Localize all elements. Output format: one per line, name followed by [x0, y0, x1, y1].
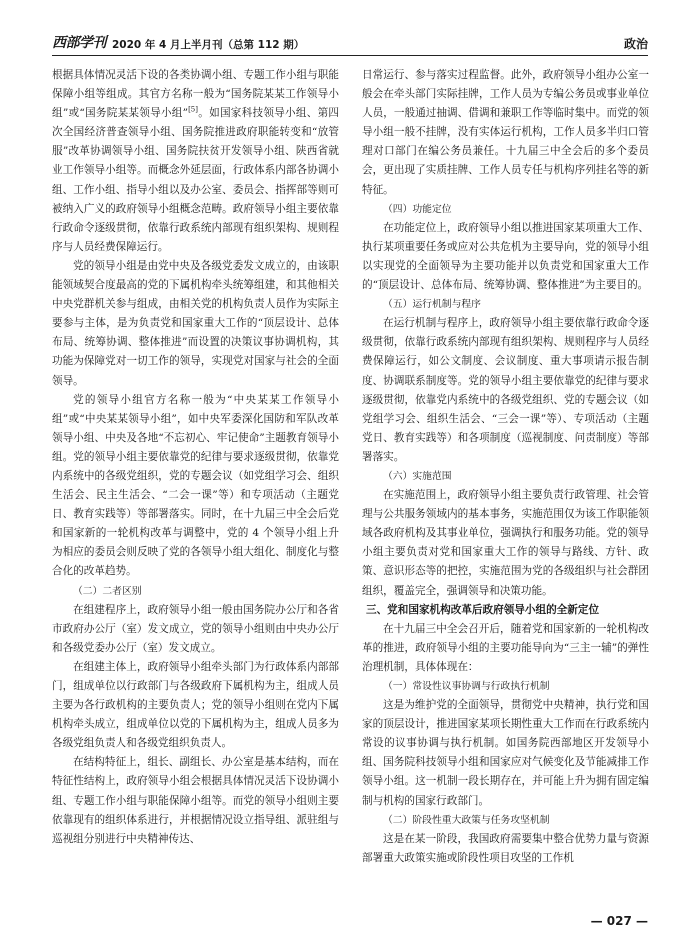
- subheading: （一）常设性议事协调与行政执行机制: [383, 681, 550, 692]
- paragraph-text: 。如国家科技领导小组、第四次全国经济普查领导小组、国务院推进政府职能转变和“放管服”改革协调领导小组、国务院扶贫开发领导小组、陕西省就业工作领导小组等。而概念外延层面，行政体系内部各协调小组、工作小组、指导小组以及办公室、委员会、指挥部等则可被纳入广义的政府领导小组概念范畴。政府领导小组主要依靠行政命令逐级贯彻，依靠行政系统内部现有组织架构、规则程序与人员经费保障运行。: [52, 107, 340, 253]
- paragraph: 在组建程序上，政府领导小组一般由国务院办公厅和各省市政府办公厅（室）发文成立，党的领导小组则由中央办公厅和各级党委办公厅（室）发文成立。: [52, 603, 339, 654]
- paragraph: 在十九届三中全会召开后，随着党和国家新的一轮机构改革的推进，政府领导小组的主要功能导向为“三主一辅”的弹性治理机制，具体体现在：: [362, 622, 649, 673]
- right-column: [362, 66, 649, 868]
- subheading: （六）实施范围: [383, 470, 452, 482]
- paragraph: 日常运行、参与落实过程监督。此外，政府领导小组办公室一般会在牵头部门实际挂牌，工作人员为专编公务员或事业单位人员，一般通过抽调、借调和兼职工作等临时集中。而党的领导小组一般不挂牌，没有实体运行机构，工作人员多半归口管理对口部门在编公务员兼任。十九届三中全会后的多个委员会，更出现了实质挂牌、工作人员专任与机构序列挂名等的新特征。: [362, 69, 649, 196]
- paragraph: 这是在某一阶段，我国政府需要集中整合优势力量与资源部署重大政策实施或阶段性项目攻坚的工作机: [362, 832, 649, 864]
- subheading: （二）二者区别: [73, 585, 142, 597]
- page-header: [52, 30, 648, 56]
- paragraph: 在结构特征上，组长、副组长、办公室是基本结构，而在特征性结构上，政府领导小组会根据具体情况灵活下设协调小组、专题工作小组与职能保障小组等。而党的领导小组则主要依靠现有的组织体系进行，并根据情况设立指导组、派驻组与巡视组分别进行中央精神传达、: [52, 756, 339, 845]
- paragraph: 在实施范围上，政府领导小组主要负责行政管理、社会管理与公共服务领域内的基本事务，实施范围仅为该工作职能领域各政府机构及其事业单位，强调执行和服务功能。党的领导小组主要负责对党和国家重大工作的领导与路线、方针、政策、意识形态等的把控，实施范围为党的各级组织与社会群团组织，覆盖完全，强调领导和决策功能。: [362, 489, 649, 597]
- subheading: （二）阶段性重大政策与任务攻坚机制: [383, 814, 550, 826]
- subheading: （四）功能定位: [383, 203, 452, 215]
- left-column: [52, 66, 339, 849]
- header-left: [52, 32, 304, 52]
- paragraph: 这是为维护党的全面领导，贯彻党中央精神，执行党和国家的顶层设计，推进国家某项长期性重大工作而在行政系统内常设的议事协调与执行机制。如国务院西部地区开发领导小组、国务院科技领导小组和国家应对气候变化及节能减排工作领导小组。这一机制一段长期存在，并可能上升为拥有固定编制与机构的国家行政部门。: [362, 699, 649, 807]
- subheading: （五）运行机制与程序: [383, 299, 481, 311]
- section-heading: 三、党和国家机构改革后政府领导小组的全新定位: [366, 603, 600, 616]
- page-number: — 027 —: [590, 914, 648, 928]
- paragraph: 在功能定位上，政府领导小组以推进国家某项重大工作、执行某项重要任务或应对公共危机为主要导向，党的领导小组以实现党的全面领导为主要功能并以负责党和国家重大工作的“顶层设计、总体布局、统筹协调、整体推进”为主要目的。: [362, 221, 649, 292]
- issue-info: 2020 年 4 月上半月刊（总第 112 期）: [112, 39, 305, 51]
- paragraph: [52, 66, 339, 257]
- section-tag: 政治: [623, 37, 648, 51]
- paragraph: 在运行机制与程序上，政府领导小组主要依靠行政命令逐级贯彻，依靠行政系统内部现有组织架构、规则程序与人员经费保障运行，如公文制度、会议制度、重大事项请示报告制度、协调联系制度等。党的领导小组主要依靠党的纪律与要求逐级贯彻，依靠党内系统中的各级党组织、党的专题会议（如党组学习会、组织生活会、“三会一课”等）、专项活动（主题党日、教育实践等）和各项制度（巡视制度、问责制度）等部署落实。: [362, 317, 649, 463]
- paragraph: 党的领导小组是由党中央及各级党委发文成立的，由该职能领域契合度最高的党的下属机构牵头统筹组建，和其他相关中央党群机关参与组成，由相关党的机构负责人员作为实际主要参与主体，是为负责党和国家重大工作的“顶层设计、总体布局、统筹协调、整体推进”而设置的决策议事协调机构，其功能为保障党对一切工作的领导，实现党对国家与社会的全面领导。: [52, 259, 339, 387]
- paragraph: 党的领导小组官方名称一般为“中央某某工作领导小组”或“中央某某领导小组”，如中央军委深化国防和军队改革领导小组、中央及各地“不忘初心、牢记使命”主题教育领导小组。党的领导小组主要依靠党的纪律与要求逐级贯彻，依靠党内系统中的各级党组织，党的专题会议（如党组学习会、组织生活会、民主生活会、“二会一课”等）和专项活动（主题党日、教育实践等）等部署落实。同时，在十九届三中全会后党和国家新的一轮机构改革与调整中，党的 4 个领导小组上升为相应的委员会则反映了党的各领导小组大组化、制度化与整合化的改革趋势。: [52, 393, 339, 578]
- journal-logo: 西部学刊: [52, 35, 106, 51]
- paragraph: 在组建主体上，政府领导小组牵头部门为行政体系内部部门，组成单位以行政部门与各级政府下属机构为主，组成人员主要为各行政机构的主要负责人；党的领导小组则在党内下属机构牵头成立，组成单位以党的下属机构为主，组成人员多为各级党组负责人和各级党组织负责人。: [52, 660, 339, 750]
- paragraph-text: 根据具体情况灵活下设的各类协调小组、专题工作小组与职能保障小组等组成。其官方名称一般为“国务院某某工作领导小组”或“国务院某某领导小组”: [52, 69, 339, 120]
- citation-ref: [5]: [188, 105, 198, 114]
